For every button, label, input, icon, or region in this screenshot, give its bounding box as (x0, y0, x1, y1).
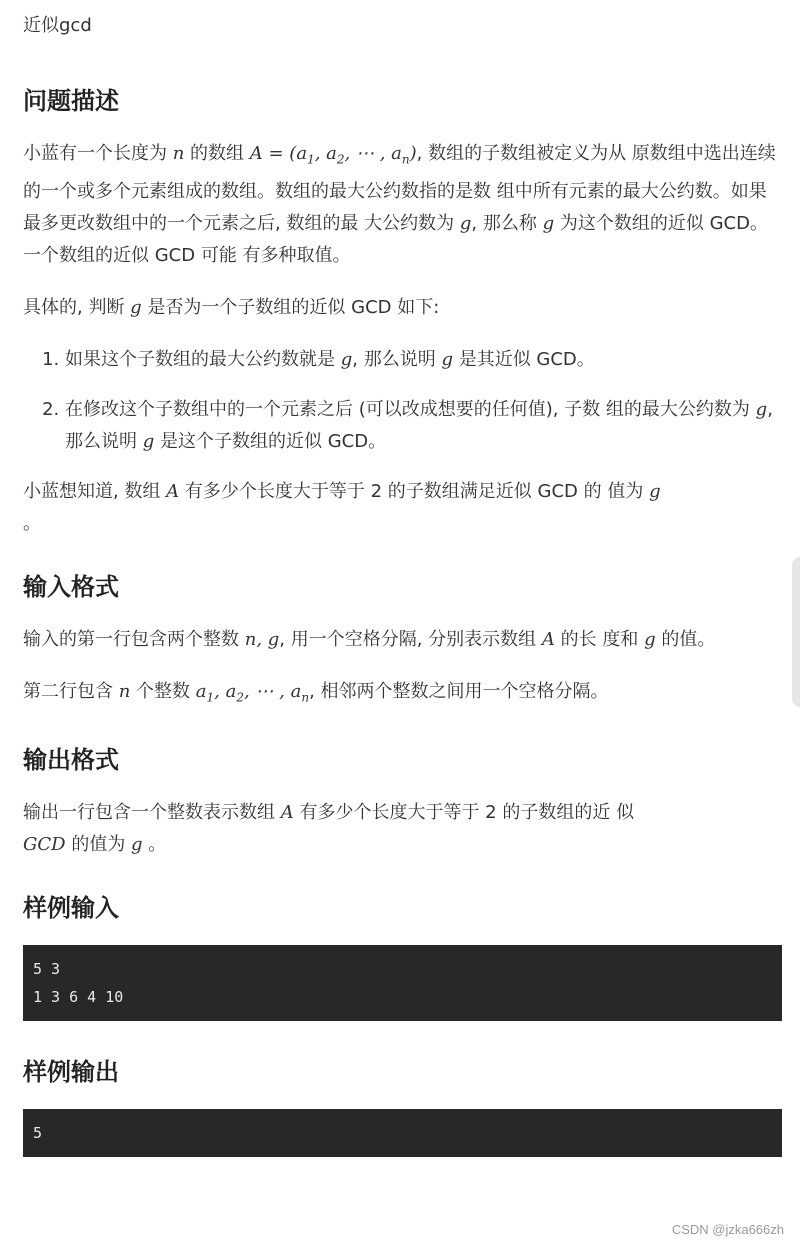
input-paragraph-2: 第二行包含 n 个整数 $a_1$, $a_2$, ⋯ , $a_n$, 相邻两个整数之间用一个空格分隔。 (23, 680, 609, 705)
rules-list (23, 344, 782, 458)
watermark: CSDN @jzka666zh (671, 1222, 784, 1237)
output-heading: 输出格式 (23, 746, 119, 775)
input-heading: 输入格式 (23, 572, 119, 601)
page-title: 近似gcd (23, 15, 92, 36)
sample-output-code: 5 (23, 1109, 782, 1157)
problem-paragraph-2: 具体的, 判断 g 是否为一个子数组的近似 GCD 如下: (23, 296, 440, 318)
sample-input-code: 5 3 1 3 6 4 10 (23, 945, 782, 1021)
sample-input-heading: 样例输入 (23, 894, 119, 923)
list-item: 2. 在修改这个子数组中的一个元素之后 (可以改成想要的任何值), 子数 组的最大公约数为 g, 那么说明 g 是这个子数组的近似 GCD。 (65, 394, 782, 458)
input-paragraph-1: 输入的第一行包含两个整数 n, g, 用一个空格分隔, 分别表示数组 A 的长 度和 g 的值。 (23, 628, 716, 650)
problem-paragraph-1: 小蓝有一个长度为 n 的数组 $A = (a_1$, $a_2$, ⋯ , $a_n$), 数组的子数组被定义为从 原数组中选出连续的一个或多个元素组成的数组。数组的最大公约数指的是数 组中所有元素的最大公约数。如果最多更改数组中的一个元素之后, 数组的最 大公约数为 g, 那么称 g 为这个数组的近似 GCD。一个数组的近似 GCD 可能 有多种取值。 (23, 143, 776, 266)
problem-paragraph-3: 小蓝想知道, 数组 A 有多少个长度大于等于 2 的子数组满足近似 GCD 的 值为 g 。 (23, 480, 661, 534)
output-paragraph: 输出一行包含一个整数表示数组 A 有多少个长度大于等于 2 的子数组的近 似 GCD 的值为 g 。 (23, 802, 635, 856)
problem-heading: 问题描述 (23, 87, 119, 115)
scrollbar-thumb[interactable] (792, 557, 800, 707)
list-item: 1. 如果这个子数组的最大公约数就是 g, 那么说明 g 是其近似 GCD。 (65, 344, 782, 376)
sample-output-heading: 样例输出 (23, 1058, 119, 1087)
